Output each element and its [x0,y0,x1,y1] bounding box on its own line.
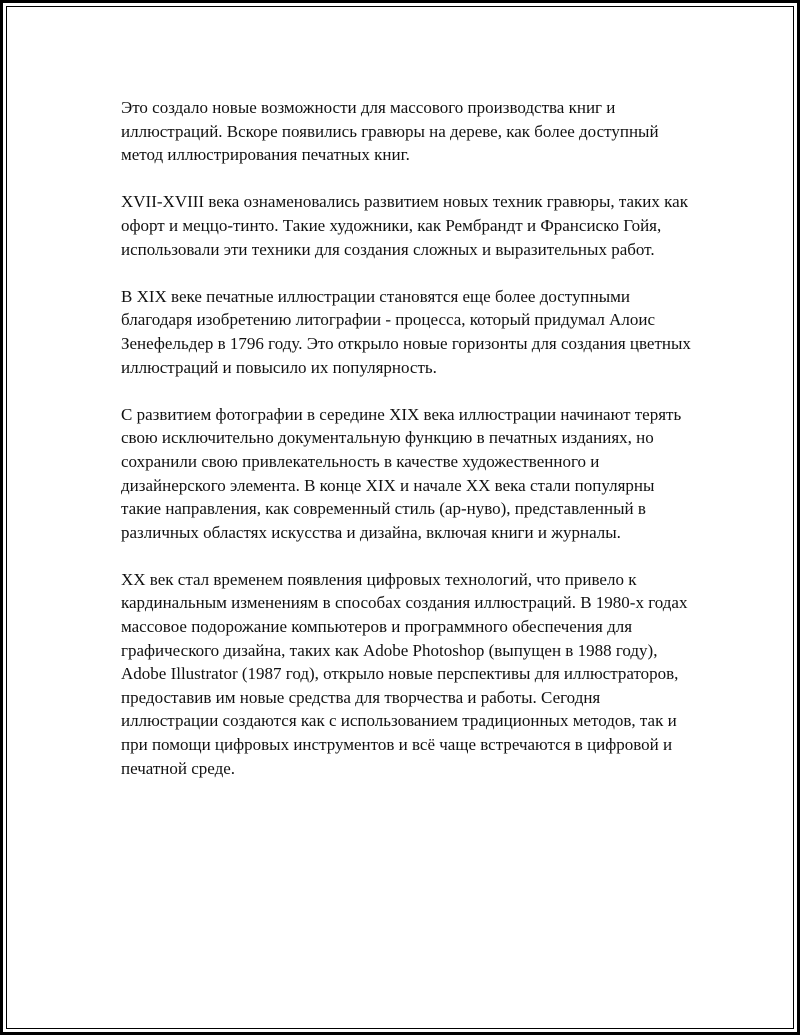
document-body [121,96,691,780]
paragraph: В XIX веке печатные иллюстрации становятся еще более доступными благодаря изобретению литографии - процесса, который придумал Алоис Зенефельдер в 1796 году. Это открыло новые горизонты для создания цветных иллюстраций и повысило их популярность. [121,286,691,377]
paragraph: XVII-XVIII века ознаменовались развитием новых техник гравюры, таких как офорт и меццо-тинто. Такие художники, как Рембрандт и Франсиско Гойя, использовали эти техники для создания сложных и выразительных работ. [121,192,688,259]
paragraph: Это создало новые возможности для массового производства книг и иллюстраций. Вскоре появились гравюры на дереве, как более доступный метод иллюстрирования печатных книг. [121,98,659,165]
paragraph: XX век стал временем появления цифровых технологий, что привело к кардинальным изменениям в способах создания иллюстраций. В 1980-х годах массовое подорожание компьютеров и программного обеспечения для графического дизайна, таких как Adobe Photoshop (выпущен в 1988 году), Adobe Illustrator (1987 год), открыло новые перспективы для иллюстраторов, предоставив им новые средства для творчества и работы. Сегодня иллюстрации создаются как с использованием традиционных методов, так и при помощи цифровых инструментов и всё чаще встречаются в цифровой и печатной среде. [121,569,688,778]
paragraph: С развитием фотографии в середине XIX века иллюстрации начинают терять свою исключительно документальную функцию в печатных изданиях, но сохранили свою привлекательность в качестве художественного и дизайнерского элемента. В конце XIX и начале XX века стали популярны такие направления, как современный стиль (ар-нуво), представленный в различных областях искусства и дизайна, включая книги и журналы. [121,404,682,542]
